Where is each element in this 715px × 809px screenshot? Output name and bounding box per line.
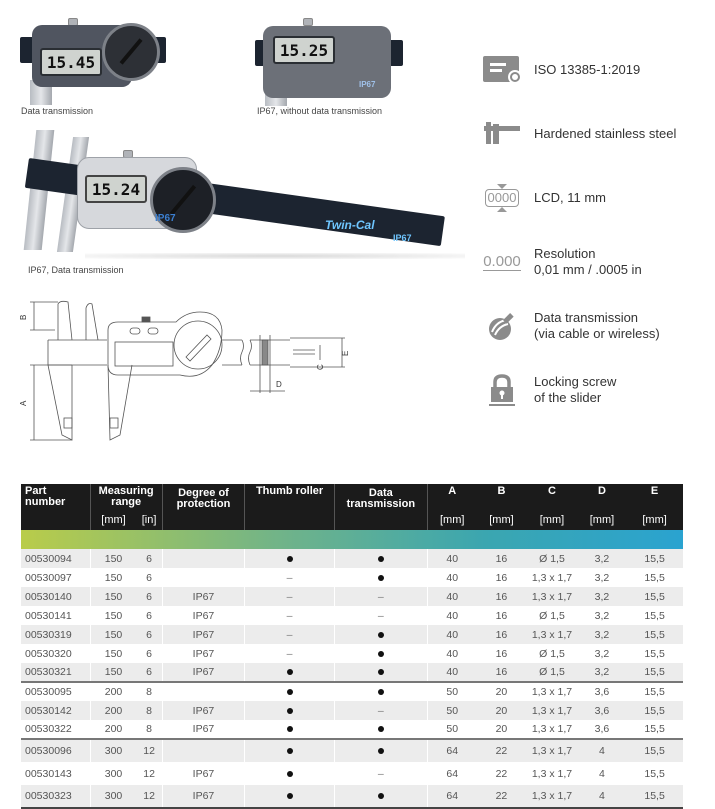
cell-range-mm: 150 bbox=[90, 568, 136, 587]
cell-dim-e: 15,5 bbox=[626, 701, 683, 720]
cell-thumb-roller bbox=[245, 701, 335, 720]
cell-dim-b: 20 bbox=[477, 701, 526, 720]
not-available-dash: – bbox=[286, 590, 293, 603]
cell-data-transmission bbox=[334, 587, 427, 606]
cell-dim-a: 40 bbox=[427, 568, 476, 587]
cell-dim-c: 1,3 x 1,7 bbox=[526, 720, 578, 739]
cell-dim-d: 4 bbox=[578, 739, 626, 762]
cell-range-in: 12 bbox=[143, 767, 155, 780]
cell-data-transmission bbox=[334, 625, 427, 644]
cell-dim-b: 16 bbox=[477, 663, 526, 682]
available-dot-icon bbox=[287, 556, 293, 562]
available-dot-icon bbox=[378, 669, 384, 675]
header-part-number: Part number bbox=[21, 484, 90, 530]
ip67-badge: IP67 bbox=[155, 213, 176, 224]
product-photo-data-transmission bbox=[20, 15, 170, 105]
cell-thumb-roller bbox=[245, 568, 335, 587]
feature-text: ISO 13385-1:2019 bbox=[534, 62, 641, 77]
cell-data-transmission bbox=[334, 644, 427, 663]
cell-dim-b: 20 bbox=[495, 686, 508, 698]
cell-dim-c: 1,3 x 1,7 bbox=[526, 701, 578, 720]
cell-part-number: 00530143 bbox=[25, 767, 72, 780]
cell-dim-a: 64 bbox=[427, 785, 476, 808]
lcd-display: 15.45 bbox=[40, 48, 102, 76]
cell-dim-b: 16 bbox=[495, 571, 508, 584]
cell-dim-e: 15,5 bbox=[626, 663, 683, 682]
cell-dim-e: 15,5 bbox=[644, 686, 665, 698]
cell-protection: IP67 bbox=[162, 720, 244, 739]
cell-dim-a: 64 bbox=[427, 739, 476, 762]
cell-range-in: 6 bbox=[146, 609, 153, 622]
feature-lcd bbox=[478, 178, 606, 218]
ip67-badge: IP67 bbox=[359, 80, 376, 89]
cell-part-number: 00530141 bbox=[25, 609, 72, 622]
cell-dim-e: 15,5 bbox=[626, 785, 683, 808]
cell-range-mm: 200 bbox=[90, 720, 136, 739]
cell-range-in: 6 bbox=[146, 647, 153, 660]
feature-subtext: 0,01 mm / .0005 in bbox=[534, 262, 642, 277]
cell-dim-e: 15,5 bbox=[626, 720, 683, 739]
cell-dim-c: Ø 1,5 bbox=[526, 663, 578, 682]
available-dot-icon bbox=[287, 708, 293, 714]
cell-range-in: 8 bbox=[146, 686, 153, 698]
available-dot-icon bbox=[287, 771, 293, 777]
header-c: C bbox=[526, 484, 578, 510]
cell-thumb-roller bbox=[245, 739, 335, 762]
header-thumb-roller: Thumb roller bbox=[245, 484, 335, 530]
cell-data-transmission bbox=[334, 720, 427, 739]
cell-part-number: 00530322 bbox=[21, 720, 90, 739]
cell-part-number: 00530095 bbox=[25, 686, 72, 698]
cell-range-in: 8 bbox=[136, 701, 162, 720]
header-measuring-range: Measuring range bbox=[90, 484, 162, 510]
unit-b: [mm] bbox=[477, 510, 526, 530]
cell-dim-e: 15,5 bbox=[644, 767, 665, 780]
cell-part-number: 00530097 bbox=[25, 571, 72, 584]
cell-data-transmission bbox=[334, 701, 427, 720]
cell-range-in: 12 bbox=[136, 785, 162, 808]
cell-protection bbox=[162, 739, 244, 762]
cell-dim-d: 3,2 bbox=[594, 647, 610, 660]
cell-thumb-roller bbox=[245, 720, 335, 739]
table-row bbox=[21, 568, 683, 587]
cell-range-in: 6 bbox=[146, 571, 153, 584]
cell-thumb-roller bbox=[245, 625, 335, 644]
cell-range-mm: 300 bbox=[90, 739, 136, 762]
cell-dim-b: 16 bbox=[495, 609, 508, 622]
table-row bbox=[21, 701, 683, 720]
cell-dim-c: 1,3 x 1,7 bbox=[531, 767, 573, 780]
feature-text: Data transmission bbox=[534, 310, 639, 325]
header-b: B bbox=[477, 484, 526, 510]
cell-dim-b: 16 bbox=[477, 587, 526, 606]
cell-dim-d: 3,2 bbox=[578, 587, 626, 606]
cell-range-mm: 150 bbox=[90, 606, 136, 625]
cell-data-transmission bbox=[334, 762, 427, 785]
cell-range-mm: 150 bbox=[90, 587, 136, 606]
header-degree-of-protection: Degree of protection bbox=[162, 484, 244, 530]
cell-data-transmission bbox=[334, 739, 427, 762]
cell-part-number: 00530142 bbox=[21, 701, 90, 720]
feature-data-transmission bbox=[478, 306, 660, 346]
cell-dim-b: 16 bbox=[477, 549, 526, 568]
table-row bbox=[21, 663, 683, 682]
table-row bbox=[21, 587, 683, 606]
cell-protection: IP67 bbox=[162, 762, 244, 785]
available-dot-icon bbox=[287, 726, 293, 732]
cell-dim-e: 15,5 bbox=[626, 739, 683, 762]
table-row bbox=[21, 606, 683, 625]
table-row bbox=[21, 720, 683, 739]
cell-dim-d: 3,2 bbox=[594, 571, 610, 584]
cell-dim-a: 50 bbox=[427, 701, 476, 720]
available-dot-icon bbox=[378, 689, 384, 695]
svg-text:A: A bbox=[19, 400, 28, 406]
available-dot-icon bbox=[378, 726, 384, 732]
cell-range-mm: 300 bbox=[90, 762, 136, 785]
available-dot-icon bbox=[378, 575, 384, 581]
table-row bbox=[21, 644, 683, 663]
table-row bbox=[21, 762, 683, 785]
cell-dim-a: 64 bbox=[427, 762, 476, 785]
cell-part-number: 00530140 bbox=[21, 587, 90, 606]
cell-range-mm: 200 bbox=[90, 682, 136, 701]
not-available-dash: – bbox=[286, 628, 293, 641]
available-dot-icon bbox=[287, 748, 293, 754]
cell-dim-d: 3,6 bbox=[594, 686, 610, 698]
cell-range-in: 12 bbox=[136, 739, 162, 762]
cell-dim-c: 1,3 x 1,7 bbox=[526, 785, 578, 808]
product-photo-ip67-transmission bbox=[25, 125, 465, 260]
available-dot-icon bbox=[378, 793, 384, 799]
cell-dim-a: 40 bbox=[427, 644, 476, 663]
feature-steel bbox=[478, 114, 676, 154]
cell-part-number: 00530319 bbox=[21, 625, 90, 644]
cell-dim-a: 40 bbox=[427, 625, 476, 644]
not-available-dash: – bbox=[286, 571, 293, 584]
available-dot-icon bbox=[287, 689, 293, 695]
available-dot-icon bbox=[378, 651, 384, 657]
unit-e: [mm] bbox=[626, 510, 683, 530]
cell-dim-c: 1,3 x 1,7 bbox=[531, 686, 573, 698]
feature-subtext: (via cable or wireless) bbox=[534, 326, 660, 341]
cell-range-mm: 300 bbox=[90, 785, 136, 808]
brand-label: Twin-Cal bbox=[325, 218, 375, 232]
table-row bbox=[21, 739, 683, 762]
header-data-transmission: Data transmission bbox=[334, 484, 427, 530]
not-available-dash: – bbox=[286, 609, 293, 622]
cell-dim-b: 16 bbox=[477, 625, 526, 644]
cell-range-in: 6 bbox=[136, 587, 162, 606]
unit-range-in: [in] bbox=[136, 510, 162, 530]
table-row bbox=[21, 549, 683, 568]
cell-protection: IP67 bbox=[162, 587, 244, 606]
cell-dim-e: 15,5 bbox=[626, 625, 683, 644]
cell-dim-d: 4 bbox=[578, 785, 626, 808]
cell-dim-e: 15,5 bbox=[644, 609, 665, 622]
cell-thumb-roller bbox=[245, 785, 335, 808]
cell-protection: IP67 bbox=[162, 663, 244, 682]
cell-protection: IP67 bbox=[162, 701, 244, 720]
feature-text: LCD, 11 mm bbox=[534, 190, 606, 205]
svg-text:D: D bbox=[276, 380, 282, 389]
svg-text:E: E bbox=[341, 350, 350, 356]
resolution-icon: 0.000 bbox=[483, 253, 521, 270]
not-available-dash: – bbox=[377, 609, 384, 622]
feature-resolution bbox=[478, 242, 642, 282]
lcd-display: 15.24 bbox=[85, 175, 147, 203]
cell-data-transmission bbox=[334, 682, 427, 701]
header-e: E bbox=[626, 484, 683, 510]
cell-part-number: 00530321 bbox=[21, 663, 90, 682]
cell-dim-c: Ø 1,5 bbox=[526, 549, 578, 568]
unit-c: [mm] bbox=[526, 510, 578, 530]
cell-range-in: 6 bbox=[136, 625, 162, 644]
ip67-badge: IP67 bbox=[393, 233, 412, 243]
not-available-dash: – bbox=[377, 590, 384, 603]
cell-part-number: 00530094 bbox=[21, 549, 90, 568]
cell-data-transmission bbox=[334, 663, 427, 682]
cell-thumb-roller bbox=[245, 682, 335, 701]
cell-dim-e: 15,5 bbox=[644, 571, 665, 584]
cell-thumb-roller bbox=[245, 663, 335, 682]
cell-dim-a: 40 bbox=[427, 663, 476, 682]
feature-text: Resolution bbox=[534, 246, 596, 261]
cell-range-mm: 150 bbox=[90, 549, 136, 568]
cell-thumb-roller bbox=[245, 549, 335, 568]
cell-dim-a: 40 bbox=[427, 587, 476, 606]
cell-dim-b: 16 bbox=[495, 647, 508, 660]
cell-dim-b: 22 bbox=[495, 767, 508, 780]
cell-data-transmission bbox=[334, 568, 427, 587]
available-dot-icon bbox=[287, 793, 293, 799]
cell-protection: IP67 bbox=[162, 625, 244, 644]
cell-dim-a: 40 bbox=[427, 549, 476, 568]
photo-caption: Data transmission bbox=[21, 106, 94, 116]
cell-range-in: 6 bbox=[136, 663, 162, 682]
cell-dim-d: 3,6 bbox=[578, 720, 626, 739]
cell-dim-d: 4 bbox=[599, 767, 605, 780]
cell-protection: IP67 bbox=[162, 785, 244, 808]
lock-icon bbox=[478, 370, 526, 410]
unit-d: [mm] bbox=[578, 510, 626, 530]
cell-protection bbox=[162, 568, 244, 587]
not-available-dash: – bbox=[377, 767, 384, 780]
specification-table bbox=[21, 484, 683, 809]
cell-range-mm: 200 bbox=[90, 701, 136, 720]
cell-range-mm: 150 bbox=[90, 663, 136, 682]
cell-dim-d: 3,6 bbox=[578, 701, 626, 720]
cell-protection bbox=[162, 682, 244, 701]
cell-data-transmission bbox=[334, 549, 427, 568]
product-photo-ip67-no-transmission bbox=[255, 18, 405, 106]
available-dot-icon bbox=[287, 669, 293, 675]
cell-range-in: 8 bbox=[136, 720, 162, 739]
cell-dim-d: 3,2 bbox=[578, 549, 626, 568]
cell-dim-c: 1,3 x 1,7 bbox=[526, 587, 578, 606]
available-dot-icon bbox=[378, 556, 384, 562]
not-available-dash: – bbox=[377, 704, 384, 717]
cell-part-number: 00530096 bbox=[21, 739, 90, 762]
cell-dim-c: Ø 1,5 bbox=[539, 609, 565, 622]
table-row bbox=[21, 625, 683, 644]
cell-range-mm: 150 bbox=[90, 625, 136, 644]
cell-data-transmission bbox=[334, 606, 427, 625]
cell-dim-a: 50 bbox=[427, 682, 476, 701]
lcd-display-icon: 0000 bbox=[478, 178, 526, 218]
caliper-icon bbox=[478, 114, 526, 154]
svg-text:C: C bbox=[316, 364, 325, 370]
cell-thumb-roller bbox=[245, 762, 335, 785]
cell-dim-c: 1,3 x 1,7 bbox=[526, 739, 578, 762]
cell-dim-c: 1,3 x 1,7 bbox=[526, 625, 578, 644]
cell-dim-d: 3,2 bbox=[594, 609, 610, 622]
dimension-diagram bbox=[0, 290, 370, 450]
cell-protection bbox=[162, 549, 244, 568]
cell-dim-d: 3,2 bbox=[578, 663, 626, 682]
cell-dim-b: 20 bbox=[477, 720, 526, 739]
cell-dim-b: 22 bbox=[477, 785, 526, 808]
feature-text: Locking screw bbox=[534, 374, 617, 389]
cell-part-number: 00530323 bbox=[21, 785, 90, 808]
cell-dim-a: 50 bbox=[427, 720, 476, 739]
cell-dim-a: 40 bbox=[427, 606, 476, 625]
cell-range-mm: 150 bbox=[90, 644, 136, 663]
header-d: D bbox=[578, 484, 626, 510]
certificate-icon bbox=[478, 50, 526, 90]
cell-dim-e: 15,5 bbox=[644, 647, 665, 660]
cell-part-number: 00530320 bbox=[25, 647, 72, 660]
available-dot-icon bbox=[378, 632, 384, 638]
data-transmission-icon bbox=[478, 306, 526, 346]
cell-thumb-roller bbox=[245, 587, 335, 606]
cell-protection: IP67 bbox=[162, 606, 244, 625]
feature-locking-screw bbox=[478, 370, 616, 410]
photo-caption: IP67, without data transmission bbox=[257, 106, 383, 116]
cell-dim-e: 15,5 bbox=[626, 549, 683, 568]
cell-dim-c: Ø 1,5 bbox=[539, 647, 565, 660]
available-dot-icon bbox=[378, 748, 384, 754]
photo-caption: IP67, Data transmission bbox=[28, 265, 124, 275]
cell-dim-e: 15,5 bbox=[626, 587, 683, 606]
feature-iso bbox=[478, 50, 640, 90]
lcd-display: 15.25 bbox=[273, 36, 335, 64]
table-row bbox=[21, 682, 683, 701]
table-row bbox=[21, 785, 683, 808]
cell-dim-b: 22 bbox=[477, 739, 526, 762]
header-a: A bbox=[427, 484, 476, 510]
cell-dim-d: 3,2 bbox=[578, 625, 626, 644]
unit-range-mm: [mm] bbox=[90, 510, 136, 530]
feature-text: Hardened stainless steel bbox=[534, 126, 677, 141]
cell-dim-c: 1,3 x 1,7 bbox=[531, 571, 573, 584]
svg-text:B: B bbox=[19, 314, 28, 320]
cell-range-in: 6 bbox=[136, 549, 162, 568]
cell-data-transmission bbox=[334, 785, 427, 808]
unit-a: [mm] bbox=[427, 510, 476, 530]
cell-thumb-roller bbox=[245, 644, 335, 663]
cell-protection: IP67 bbox=[162, 644, 244, 663]
feature-subtext: of the slider bbox=[534, 390, 602, 405]
cell-thumb-roller bbox=[245, 606, 335, 625]
not-available-dash: – bbox=[286, 647, 293, 660]
